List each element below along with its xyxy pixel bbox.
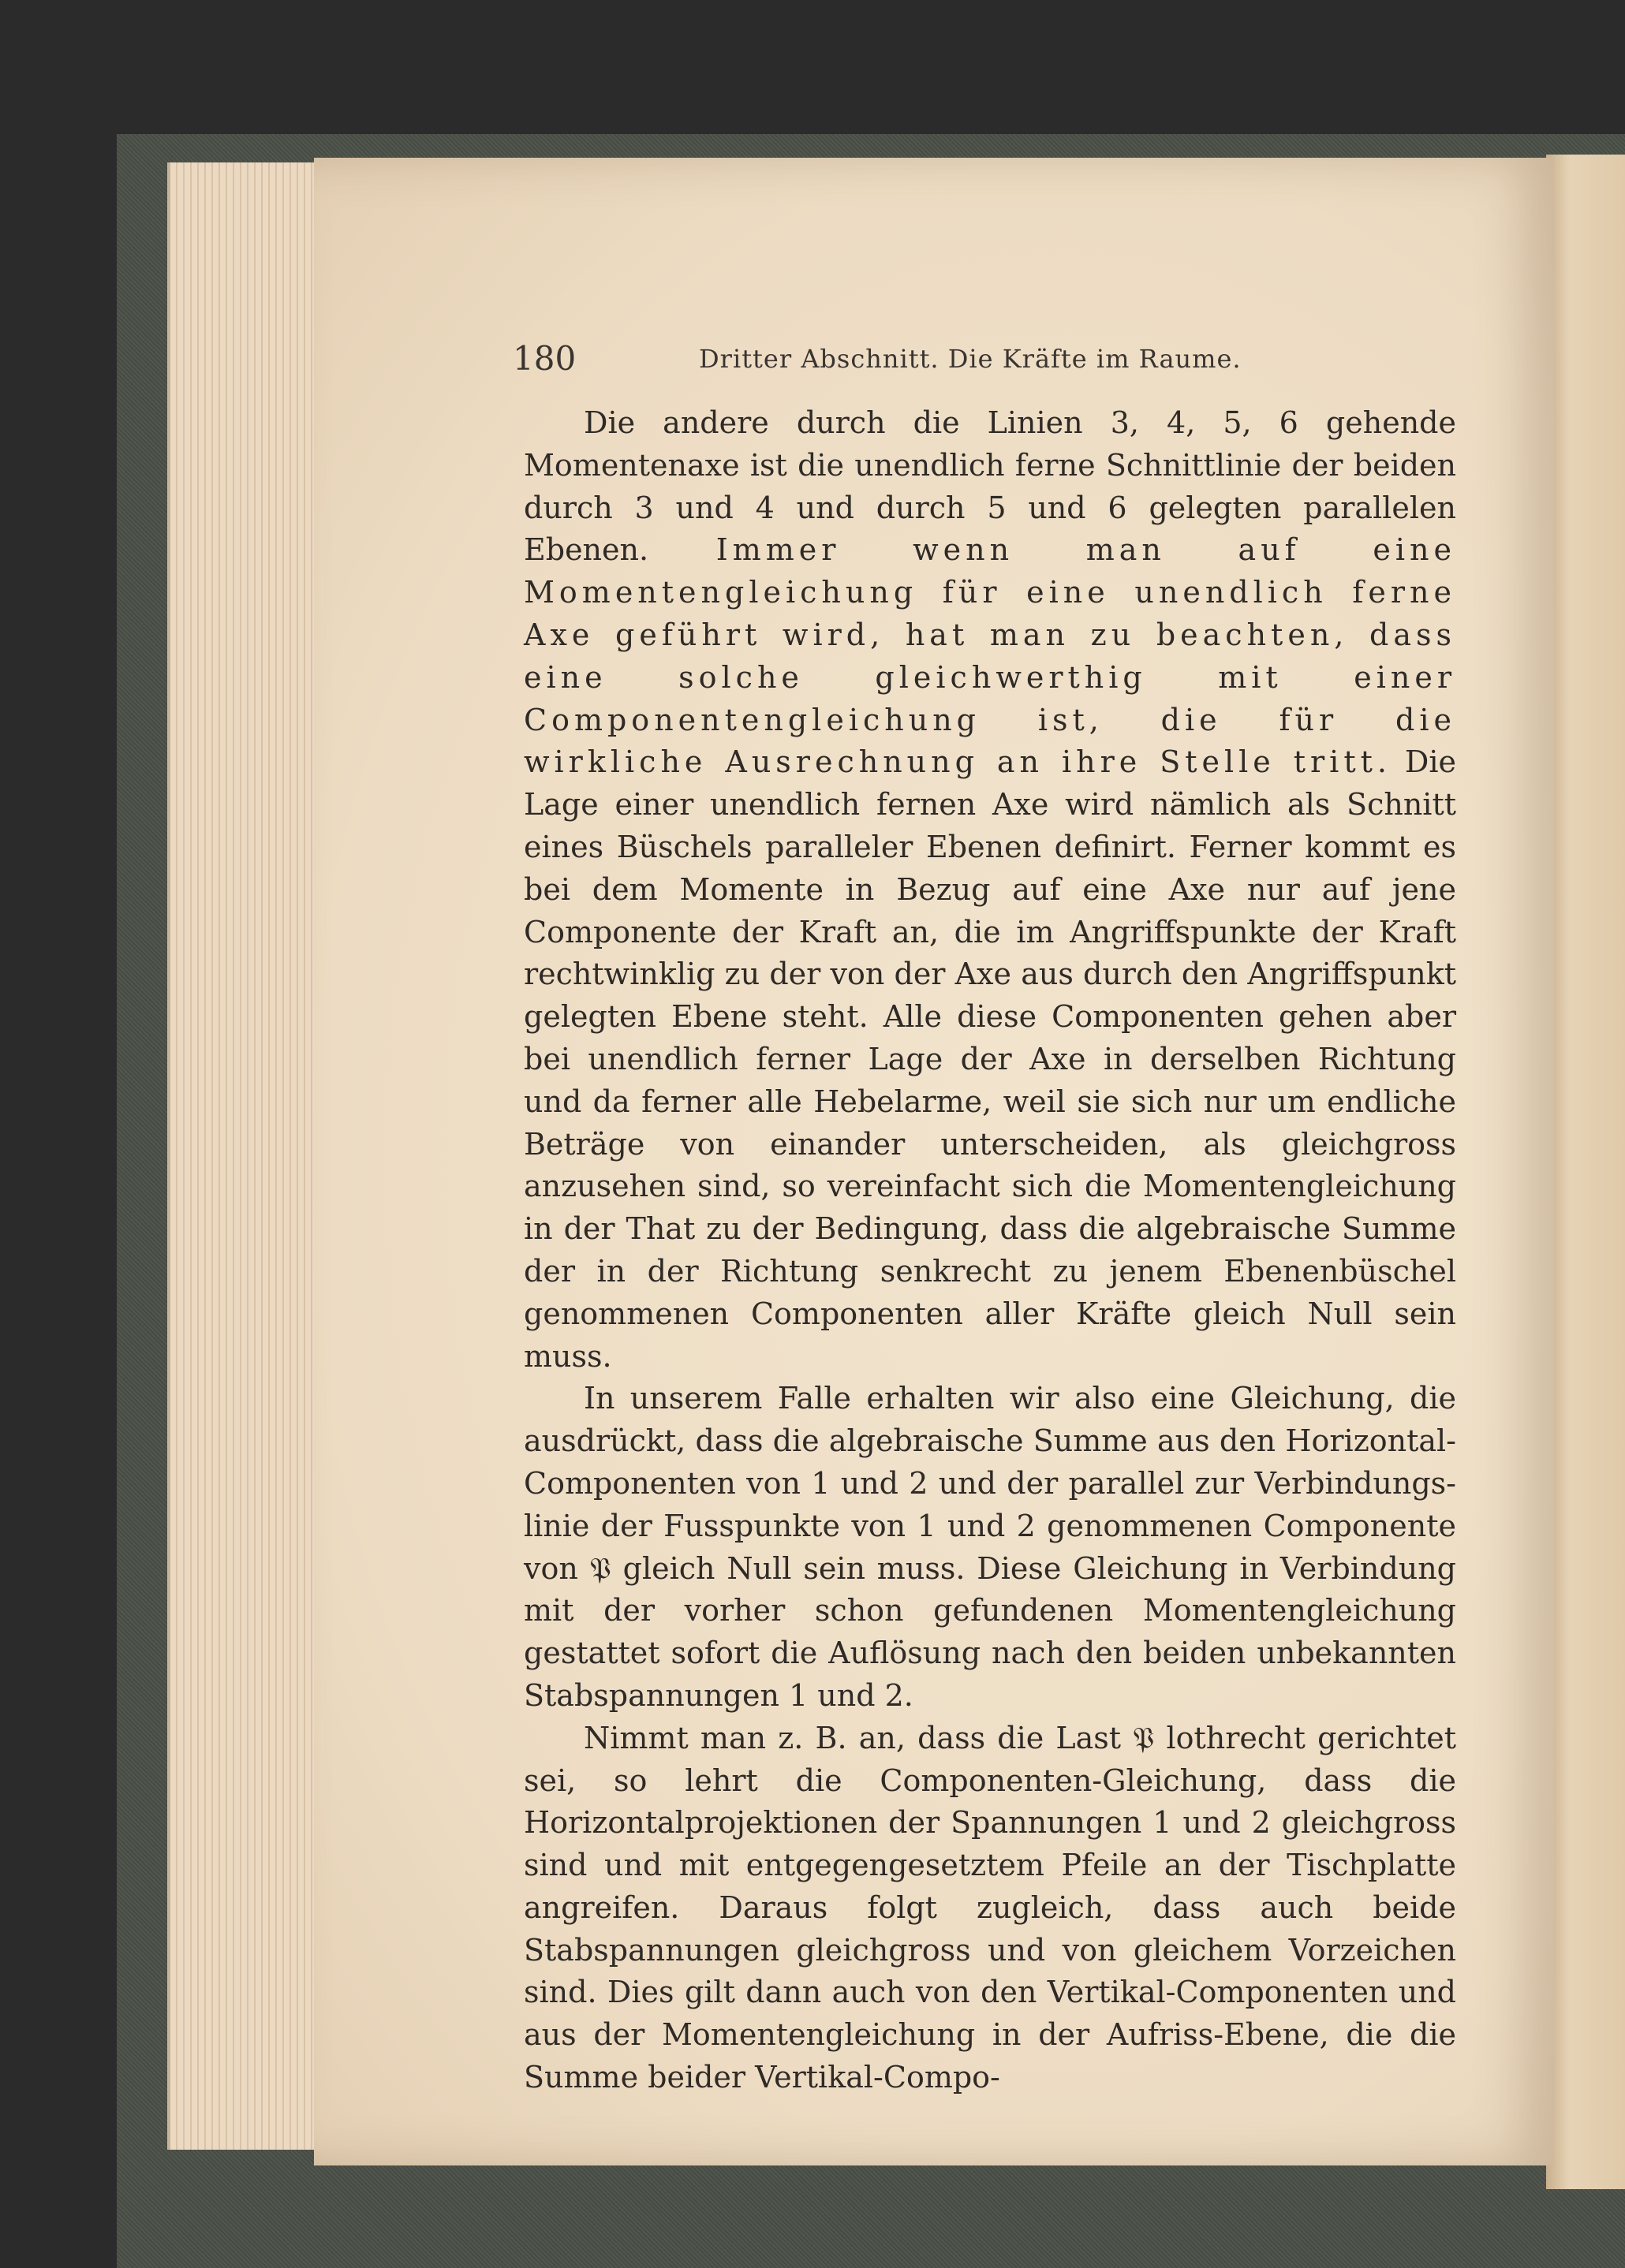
page-number: 180 — [513, 339, 577, 378]
paragraph-1-emphasis: Immer wenn man auf eine Momentengleichung für eine unendlich ferne Axe geführt wird, hat man zu beachten, dass eine solche gleichwerthig mit einer Componentengleichung ist, die für die wirkliche Ausrechnung an ihre Stelle tritt. — [524, 532, 1457, 780]
running-head — [513, 339, 1380, 386]
paragraph-1-end: Die Lage einer unendlich fernen Axe wird nämlich als Schnitt eines Büschels paralleler Ebenen definirt. Ferner kommt es bei dem Momente in Bezug auf eine Axe nur auf jene Componente der Kraft an, die im Angriffspunkte der Kraft rechtwinklig zu der von der Axe aus durch den Angriffspunkt gelegten Ebene steht. Alle diese Componenten gehen aber bei unendlich ferner Lage der Axe in derselben Richtung und da ferner alle Hebelarme, weil sie sich nur um endliche Beträge von einander unterscheiden, als gleichgross anzusehen sind, so vereinfacht sich die Momentengleichung in der That zu der Bedingung, dass die algebraische Summe der in der Richtung senkrecht zu jenem Ebenenbüschel genommenen Componenten aller Kräfte gleich Null sein muss. — [524, 744, 1457, 1374]
paragraph-1 — [524, 402, 1456, 1378]
page-edges — [167, 162, 328, 2150]
running-head-title: Dritter Abschnitt. Die Kräfte im Raume. — [699, 344, 1242, 374]
facing-page-edge — [1546, 155, 1625, 2189]
paragraph-3: Nimmt man z. B. an, dass die Last 𝔓 lothrecht gerichtet sei, so lehrt die Componenten-Gleichung, dass die Horizontalprojektionen der Spannungen 1 und 2 gleichgross sind und mit entgegengesetztem Pfeile an der Tischplatte angreifen. Daraus folgt zugleich, dass auch beide Stabspannungen gleichgross und von gleichem Vorzeichen sind. Dies gilt dann auch von den Vertikal-Componenten und aus der Momentengleichung in der Aufriss-Ebene, die die Summe beider Vertikal-Compo- — [524, 1720, 1456, 2095]
paragraph-2: In unserem Falle erhalten wir also eine Gleichung, die ausdrückt, dass die algebraische Summe aus den Horizontal-Componenten von 1 und 2 und der parallel zur Verbindungslinie der Fusspunkte von 1 und 2 genommenen Componente von 𝔓 gleich Null sein muss. Diese Gleichung in Verbindung mit der vorher schon gefundenen Momentengleichung gestattet sofort die Auflösung nach den beiden unbekannten Stabspannungen 1 und 2. — [524, 1381, 1456, 1713]
paragraph-1-start: Die andere durch die Linien 3, 4, 5, 6 gehende Momentenaxe ist die unendlich ferne Schnittlinie der beiden durch 3 und 4 und durch 5 und 6 gelegten parallelen Ebenen. — [524, 405, 1456, 568]
body-text — [524, 402, 1456, 2099]
